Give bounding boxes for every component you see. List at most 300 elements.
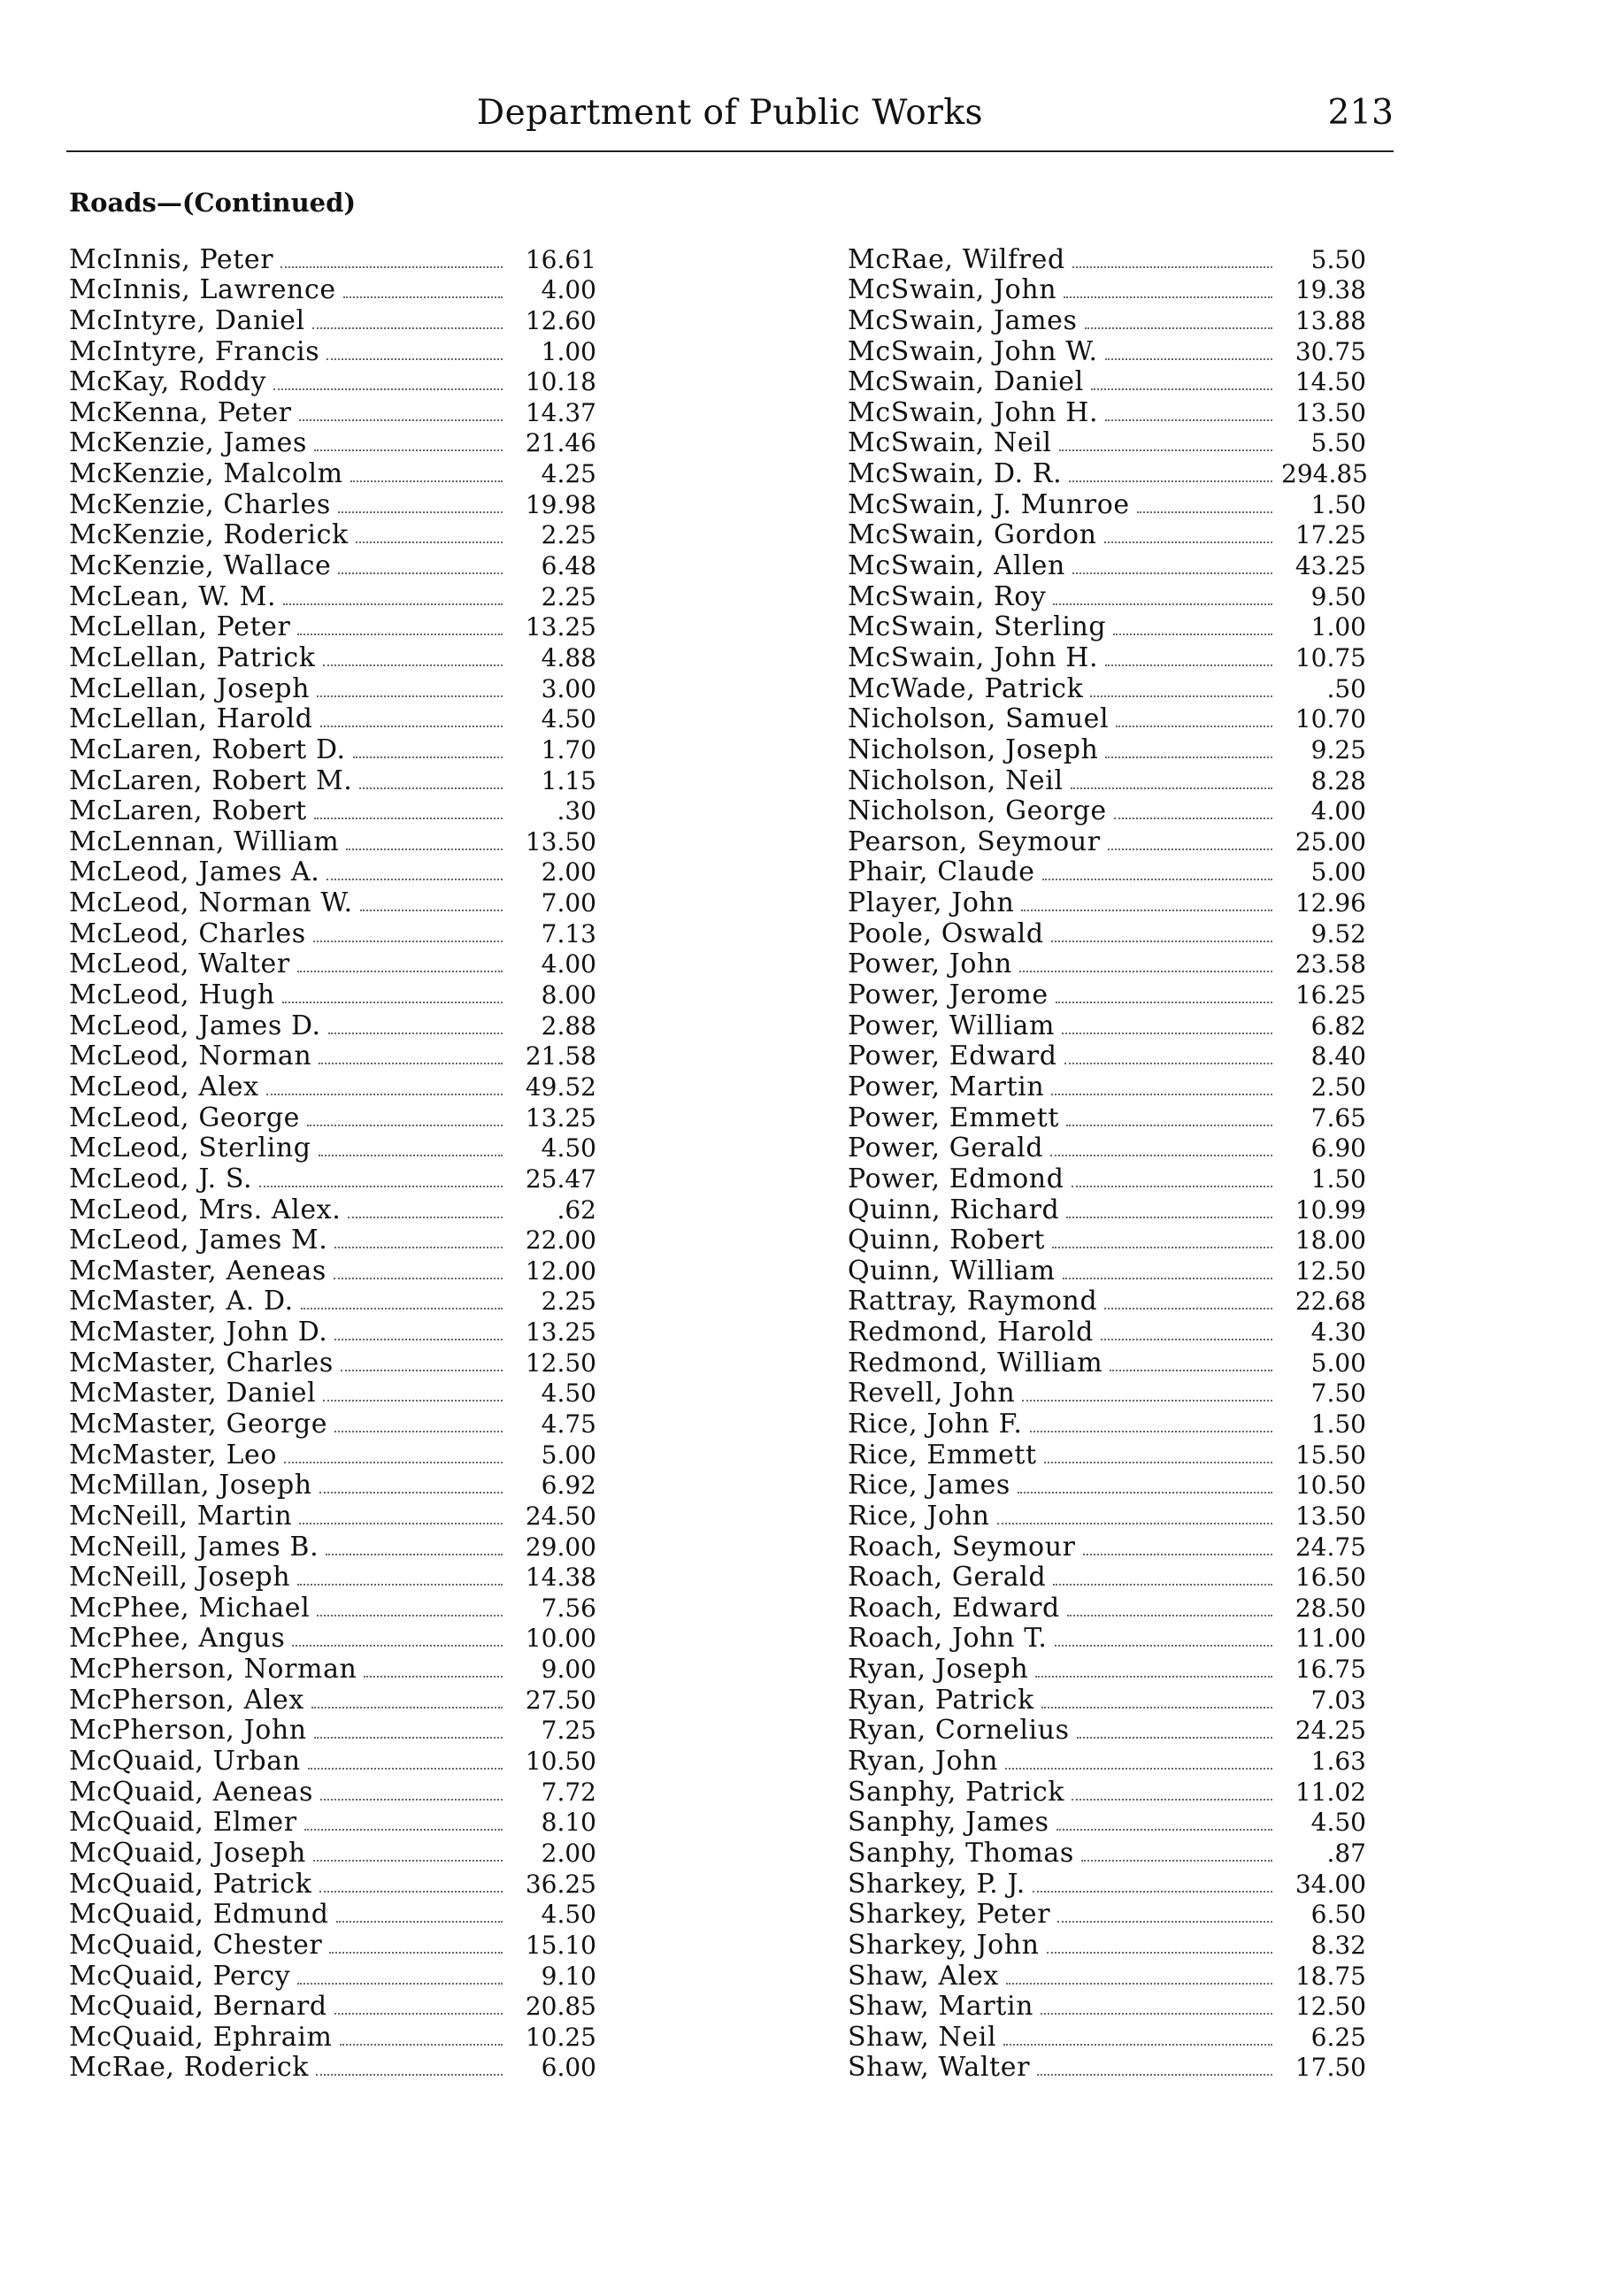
entry-name: Shaw, Martin bbox=[848, 1991, 1034, 2023]
entry-label-group bbox=[848, 1011, 1281, 1041]
list-item bbox=[848, 336, 1410, 367]
entry-label-group bbox=[69, 1962, 511, 1992]
entry-label-group bbox=[69, 919, 511, 949]
list-item bbox=[69, 1194, 635, 1225]
entry-amount: 22.00 bbox=[525, 1225, 596, 1256]
dot-leader bbox=[1041, 1707, 1272, 1709]
entry-label-group bbox=[69, 1471, 511, 1501]
dot-leader bbox=[328, 1033, 503, 1034]
dot-leader bbox=[1062, 1033, 1272, 1034]
entry-label-group bbox=[69, 245, 511, 275]
dot-leader bbox=[1105, 664, 1272, 666]
entry-label-group bbox=[848, 2023, 1281, 2053]
entry-name: McKenzie, Malcolm bbox=[69, 458, 343, 490]
entry-label-group bbox=[69, 1593, 511, 1624]
entry-amount: 6.90 bbox=[1310, 1133, 1366, 1163]
entry-label-group bbox=[848, 857, 1281, 887]
entry-name: McMaster, A. D. bbox=[69, 1286, 294, 1317]
list-item bbox=[69, 796, 635, 827]
list-item bbox=[69, 1317, 635, 1348]
dot-leader bbox=[1101, 1339, 1272, 1340]
entry-amount: 14.38 bbox=[525, 1563, 596, 1593]
entry-name: McLeod, Walter bbox=[69, 948, 290, 980]
list-item bbox=[848, 1746, 1410, 1777]
entry-amount: 5.50 bbox=[1310, 428, 1366, 458]
entry-label-group bbox=[848, 1440, 1281, 1471]
entry-amount: 49.52 bbox=[525, 1071, 596, 1102]
list-item bbox=[69, 734, 635, 765]
dot-leader bbox=[340, 2044, 503, 2046]
entry-label-group bbox=[69, 1900, 511, 1930]
list-item bbox=[69, 520, 635, 551]
entry-name: Nicholson, Samuel bbox=[848, 703, 1110, 735]
entry-label-group bbox=[69, 306, 511, 336]
entry-name: McSwain, John W. bbox=[848, 335, 1098, 367]
list-item bbox=[848, 1010, 1410, 1041]
entry-amount: 1.00 bbox=[1310, 612, 1366, 642]
entry-amount: 7.25 bbox=[541, 1716, 596, 1746]
entry-amount: 12.50 bbox=[525, 1348, 596, 1378]
list-item bbox=[69, 1071, 635, 1102]
dot-leader bbox=[1085, 327, 1272, 329]
dot-leader bbox=[323, 664, 503, 666]
list-item bbox=[69, 887, 635, 918]
list-item bbox=[848, 1133, 1410, 1164]
entry-name: McQuaid, Joseph bbox=[69, 1837, 306, 1869]
dot-leader bbox=[311, 1707, 503, 1709]
entry-label-group bbox=[848, 1593, 1281, 1624]
entry-amount: 4.50 bbox=[541, 1133, 596, 1163]
dot-leader bbox=[1072, 266, 1272, 268]
list-item bbox=[848, 1194, 1410, 1225]
entry-label-group bbox=[69, 1931, 511, 1961]
entry-amount: 9.25 bbox=[1310, 734, 1366, 764]
list-item bbox=[69, 1961, 635, 1992]
entry-label-group bbox=[69, 1747, 511, 1777]
entry-name: McQuaid, Aeneas bbox=[69, 1776, 313, 1808]
entry-label-group bbox=[69, 1011, 511, 1041]
entry-amount: 1.63 bbox=[1310, 1747, 1366, 1777]
dot-leader bbox=[317, 1615, 503, 1616]
entry-name: McMaster, Leo bbox=[69, 1439, 277, 1471]
entry-amount: 1.15 bbox=[541, 765, 596, 795]
entry-amount: 9.00 bbox=[541, 1655, 596, 1685]
entry-amount: 14.50 bbox=[1295, 367, 1366, 397]
list-item bbox=[848, 1532, 1410, 1563]
entry-amount: 30.75 bbox=[1295, 336, 1366, 366]
list-item bbox=[848, 1471, 1410, 1501]
entry-label-group bbox=[69, 582, 511, 612]
page-number: 213 bbox=[1327, 93, 1394, 133]
list-item bbox=[69, 1286, 635, 1317]
list-item bbox=[69, 1348, 635, 1378]
entry-name: McQuaid, Bernard bbox=[69, 1991, 327, 2023]
entry-label-group bbox=[69, 2023, 511, 2053]
entry-name: McSwain, John H. bbox=[848, 641, 1099, 673]
dot-leader bbox=[343, 296, 503, 298]
list-item bbox=[848, 1256, 1410, 1286]
entry-amount: 2.25 bbox=[541, 581, 596, 611]
entry-amount: 24.75 bbox=[1295, 1532, 1366, 1562]
dot-leader bbox=[1053, 1584, 1272, 1586]
list-item bbox=[69, 336, 635, 367]
entry-name: McNeill, Joseph bbox=[69, 1562, 291, 1593]
dot-leader bbox=[326, 1554, 503, 1555]
dot-leader bbox=[320, 1799, 503, 1801]
entry-amount: 21.58 bbox=[525, 1041, 596, 1071]
entry-name: McRae, Roderick bbox=[69, 2052, 310, 2084]
entry-label-group bbox=[69, 1992, 511, 2022]
dot-leader bbox=[1077, 1737, 1272, 1739]
entry-amount: 29.00 bbox=[525, 1532, 596, 1562]
entry-label-group bbox=[69, 643, 511, 673]
entry-amount: 7.50 bbox=[1310, 1378, 1366, 1409]
dot-leader bbox=[1081, 1860, 1272, 1862]
dot-leader bbox=[1037, 2074, 1272, 2076]
entry-name: McMaster, Daniel bbox=[69, 1378, 317, 1409]
entry-name: McLeod, Sterling bbox=[69, 1133, 311, 1164]
entry-amount: 15.50 bbox=[1295, 1440, 1366, 1470]
dot-leader bbox=[1035, 1676, 1272, 1678]
list-item bbox=[848, 887, 1410, 918]
entry-amount: 4.00 bbox=[541, 949, 596, 979]
entry-amount: 9.10 bbox=[541, 1961, 596, 1991]
dot-leader bbox=[1072, 1186, 1272, 1187]
entry-name: McSwain, D. R. bbox=[848, 458, 1063, 490]
entry-amount: 12.50 bbox=[1295, 1256, 1366, 1286]
entry-label-group bbox=[69, 888, 511, 918]
entry-label-group bbox=[848, 1532, 1281, 1563]
list-item bbox=[69, 765, 635, 796]
list-item bbox=[69, 673, 635, 704]
dot-leader bbox=[1105, 358, 1272, 360]
dot-leader bbox=[336, 1921, 503, 1923]
entry-name: McWade, Patrick bbox=[848, 672, 1084, 704]
entry-name: Power, Gerald bbox=[848, 1133, 1044, 1164]
entry-label-group bbox=[69, 1624, 511, 1654]
dot-leader bbox=[334, 1339, 503, 1340]
entry-name: Ryan, Cornelius bbox=[848, 1715, 1070, 1747]
list-item bbox=[69, 1593, 635, 1624]
entry-name: McQuaid, Edmund bbox=[69, 1899, 329, 1931]
list-item bbox=[69, 826, 635, 857]
dot-leader bbox=[1051, 941, 1272, 942]
entry-label-group bbox=[69, 1808, 511, 1838]
dot-leader bbox=[997, 1523, 1272, 1524]
entry-name: Rice, John bbox=[848, 1500, 990, 1532]
list-item bbox=[848, 244, 1410, 275]
entry-label-group bbox=[69, 766, 511, 796]
entry-amount: 8.10 bbox=[541, 1808, 596, 1838]
entry-label-group bbox=[69, 1317, 511, 1348]
entry-name: Power, Martin bbox=[848, 1071, 1045, 1102]
list-item bbox=[69, 1409, 635, 1440]
entry-name: Nicholson, George bbox=[848, 795, 1107, 827]
dot-leader bbox=[1105, 756, 1272, 758]
entry-name: Ryan, Joseph bbox=[848, 1654, 1029, 1686]
list-item bbox=[69, 1378, 635, 1409]
entry-name: McMaster, George bbox=[69, 1408, 328, 1440]
entry-label-group bbox=[69, 1164, 511, 1194]
dot-leader bbox=[1091, 388, 1272, 390]
entry-label-group bbox=[69, 1563, 511, 1593]
entry-label-group bbox=[69, 398, 511, 428]
dot-leader bbox=[1042, 879, 1272, 880]
dot-leader bbox=[319, 1891, 503, 1893]
entry-label-group bbox=[69, 704, 511, 734]
entry-amount: 7.03 bbox=[1310, 1685, 1366, 1715]
entry-label-group bbox=[848, 1778, 1281, 1808]
entry-label-group bbox=[848, 245, 1281, 275]
entry-amount: 5.00 bbox=[1310, 857, 1366, 887]
entry-name: McPherson, John bbox=[69, 1715, 307, 1747]
entry-amount: .87 bbox=[1326, 1838, 1366, 1868]
entry-name: McQuaid, Ephraim bbox=[69, 2021, 333, 2053]
entry-name: McLeod, Norman W. bbox=[69, 887, 353, 919]
dot-leader bbox=[1030, 1431, 1272, 1432]
list-item bbox=[69, 1654, 635, 1685]
entry-label-group bbox=[69, 1041, 511, 1071]
entry-amount: 16.50 bbox=[1295, 1563, 1366, 1593]
entry-name: McNeill, Martin bbox=[69, 1500, 293, 1532]
entry-name: McSwain, Allen bbox=[848, 550, 1065, 582]
entry-label-group bbox=[848, 827, 1281, 857]
entry-name: McNeill, James B. bbox=[69, 1531, 319, 1563]
entry-name: McLeod, James A. bbox=[69, 856, 320, 888]
entry-label-group bbox=[848, 275, 1281, 305]
list-item bbox=[848, 1869, 1410, 1900]
dot-leader bbox=[280, 266, 503, 268]
entry-label-group bbox=[848, 1103, 1281, 1133]
entry-amount: 27.50 bbox=[525, 1685, 596, 1715]
entry-label-group bbox=[848, 980, 1281, 1010]
entry-label-group bbox=[848, 674, 1281, 704]
entry-amount: 4.00 bbox=[541, 275, 596, 305]
list-item bbox=[848, 1440, 1410, 1471]
entry-amount: 2.25 bbox=[541, 520, 596, 550]
entry-amount: 12.00 bbox=[525, 1256, 596, 1286]
dot-leader bbox=[348, 1217, 503, 1218]
list-item bbox=[848, 1654, 1410, 1685]
dot-leader bbox=[1050, 1155, 1272, 1156]
entry-name: McKenzie, Charles bbox=[69, 488, 331, 520]
entry-amount: 13.50 bbox=[525, 826, 596, 856]
list-item bbox=[848, 1563, 1410, 1593]
entry-amount: 4.50 bbox=[541, 1378, 596, 1409]
entry-label-group bbox=[848, 490, 1281, 520]
section-heading: Roads—(Continued) bbox=[69, 188, 357, 218]
entry-label-group bbox=[848, 1195, 1281, 1225]
list-item bbox=[69, 949, 635, 980]
entry-name: McLellan, Patrick bbox=[69, 641, 316, 673]
list-item bbox=[848, 826, 1410, 857]
entry-name: Sharkey, John bbox=[848, 1929, 1040, 1961]
entry-name: Power, William bbox=[848, 1010, 1056, 1041]
entry-name: Roach, Seymour bbox=[848, 1531, 1076, 1563]
dot-leader bbox=[1047, 1952, 1272, 1954]
entry-name: McLeod, Alex bbox=[69, 1071, 259, 1102]
entry-label-group bbox=[848, 520, 1281, 550]
entry-name: Phair, Claude bbox=[848, 856, 1035, 888]
list-item bbox=[848, 1286, 1410, 1317]
list-item bbox=[848, 550, 1410, 581]
dot-leader bbox=[317, 695, 503, 697]
entry-name: Redmond, Harold bbox=[848, 1317, 1094, 1348]
entry-amount: 6.50 bbox=[1310, 1900, 1366, 1930]
dot-leader bbox=[1114, 818, 1272, 819]
entry-amount: 10.00 bbox=[525, 1624, 596, 1654]
entry-amount: 22.68 bbox=[1295, 1286, 1366, 1317]
dot-leader bbox=[334, 2013, 503, 2015]
entry-amount: 12.60 bbox=[525, 305, 596, 335]
entry-amount: 8.40 bbox=[1310, 1041, 1366, 1071]
dot-leader bbox=[360, 910, 503, 911]
dot-leader bbox=[312, 327, 503, 329]
entry-label-group bbox=[848, 1900, 1281, 1930]
entry-amount: 10.99 bbox=[1295, 1194, 1366, 1225]
entry-name: McSwain, Daniel bbox=[848, 366, 1084, 398]
entry-label-group bbox=[848, 337, 1281, 367]
entry-name: McLeod, Hugh bbox=[69, 979, 275, 1011]
dot-leader bbox=[292, 1645, 503, 1647]
entry-label-group bbox=[848, 1501, 1281, 1532]
dot-leader bbox=[1069, 480, 1272, 482]
list-item bbox=[69, 1471, 635, 1501]
dot-leader bbox=[297, 1584, 503, 1586]
list-item bbox=[69, 1163, 635, 1194]
entry-name: Pearson, Seymour bbox=[848, 825, 1101, 857]
entry-label-group bbox=[69, 1409, 511, 1440]
entry-label-group bbox=[848, 1348, 1281, 1378]
list-item bbox=[848, 642, 1410, 673]
list-item bbox=[69, 1532, 635, 1563]
entry-name: Shaw, Alex bbox=[848, 1960, 999, 1992]
dot-leader bbox=[1066, 1217, 1272, 1218]
entry-amount: 5.00 bbox=[541, 1440, 596, 1470]
list-item bbox=[848, 581, 1410, 612]
entry-amount: 4.00 bbox=[1310, 796, 1366, 826]
entry-amount: 2.50 bbox=[1310, 1071, 1366, 1102]
dot-leader bbox=[319, 1063, 503, 1064]
list-item bbox=[848, 918, 1410, 949]
entry-amount: 17.25 bbox=[1295, 520, 1366, 550]
dot-leader bbox=[1116, 726, 1272, 727]
entry-label-group bbox=[848, 1655, 1281, 1685]
entry-name: McLaren, Robert D. bbox=[69, 733, 346, 765]
entry-name: Sharkey, P. J. bbox=[848, 1868, 1026, 1900]
list-item bbox=[69, 857, 635, 888]
dot-leader bbox=[314, 1737, 503, 1739]
dot-leader bbox=[1003, 2044, 1272, 2046]
page-title: Department of Public Works bbox=[476, 93, 984, 133]
entry-label-group bbox=[848, 1164, 1281, 1194]
list-item bbox=[69, 1256, 635, 1286]
entry-amount: 9.50 bbox=[1310, 581, 1366, 611]
dot-leader bbox=[307, 1125, 503, 1126]
entry-amount: 28.50 bbox=[1295, 1593, 1366, 1623]
entry-name: McLeod, James D. bbox=[69, 1010, 321, 1041]
entry-name: McMaster, Aeneas bbox=[69, 1255, 327, 1286]
entry-label-group bbox=[69, 520, 511, 550]
entry-label-group bbox=[69, 1348, 511, 1378]
dot-leader bbox=[273, 388, 503, 390]
entry-label-group bbox=[69, 459, 511, 489]
entry-name: McKay, Roddy bbox=[69, 366, 267, 398]
right-column bbox=[848, 244, 1410, 2083]
entry-name: Power, Emmett bbox=[848, 1102, 1060, 1133]
entry-amount: 294.85 bbox=[1281, 459, 1368, 489]
entry-label-group bbox=[848, 1962, 1281, 1992]
list-item bbox=[69, 1746, 635, 1777]
dot-leader bbox=[346, 849, 503, 850]
entry-name: Sharkey, Peter bbox=[848, 1899, 1051, 1931]
entry-name: McInnis, Lawrence bbox=[69, 274, 336, 306]
entry-name: McSwain, Sterling bbox=[848, 611, 1107, 643]
entry-amount: .62 bbox=[557, 1194, 596, 1225]
entry-name: Shaw, Walter bbox=[848, 2052, 1031, 2084]
entry-label-group bbox=[848, 551, 1281, 581]
dot-leader bbox=[266, 1094, 503, 1095]
list-item bbox=[848, 1409, 1410, 1440]
entry-amount: 1.70 bbox=[541, 734, 596, 764]
entry-name: Sanphy, James bbox=[848, 1807, 1049, 1839]
entry-amount: 24.25 bbox=[1295, 1716, 1366, 1746]
dot-leader bbox=[299, 1523, 503, 1524]
list-item bbox=[848, 949, 1410, 980]
entry-amount: 8.28 bbox=[1310, 765, 1366, 795]
dot-leader bbox=[282, 1002, 503, 1003]
dot-leader bbox=[1137, 511, 1272, 513]
entry-amount: 20.85 bbox=[525, 1992, 596, 2022]
entry-name: Sanphy, Patrick bbox=[848, 1776, 1065, 1808]
entry-amount: 36.25 bbox=[525, 1869, 596, 1899]
entry-amount: 25.00 bbox=[1295, 826, 1366, 856]
entry-name: McLaren, Robert bbox=[69, 795, 307, 827]
list-item bbox=[848, 1348, 1410, 1378]
list-item bbox=[69, 1440, 635, 1471]
entry-amount: 18.00 bbox=[1295, 1225, 1366, 1256]
entry-amount: 13.88 bbox=[1295, 305, 1366, 335]
entry-name: McQuaid, Urban bbox=[69, 1746, 301, 1778]
dot-leader bbox=[304, 1829, 503, 1831]
entry-amount: 5.50 bbox=[1310, 244, 1366, 274]
list-item bbox=[848, 1501, 1410, 1532]
entry-name: McLeod, Charles bbox=[69, 918, 306, 949]
entry-amount: 1.50 bbox=[1310, 489, 1366, 519]
entry-amount: 6.92 bbox=[541, 1471, 596, 1501]
entry-name: McLeod, James M. bbox=[69, 1225, 328, 1256]
entry-name: Roach, Gerald bbox=[848, 1562, 1047, 1593]
entry-name: Nicholson, Neil bbox=[848, 764, 1064, 796]
entry-label-group bbox=[69, 1440, 511, 1471]
entry-amount: 3.00 bbox=[541, 673, 596, 703]
entry-name: McLean, W. M. bbox=[69, 580, 277, 612]
entry-name: McSwain, Gordon bbox=[848, 519, 1097, 551]
entry-amount: 24.50 bbox=[525, 1501, 596, 1531]
dot-leader bbox=[1059, 449, 1272, 451]
list-item bbox=[69, 1225, 635, 1256]
dot-leader bbox=[320, 726, 503, 727]
dot-leader bbox=[1052, 1247, 1272, 1248]
entry-amount: 11.02 bbox=[1295, 1777, 1366, 1807]
entry-label-group bbox=[69, 674, 511, 704]
list-item bbox=[69, 275, 635, 306]
entry-label-group bbox=[848, 367, 1281, 397]
list-item bbox=[69, 1563, 635, 1593]
list-item bbox=[69, 1102, 635, 1133]
entry-name: McQuaid, Elmer bbox=[69, 1807, 297, 1839]
dot-leader bbox=[334, 1247, 503, 1248]
